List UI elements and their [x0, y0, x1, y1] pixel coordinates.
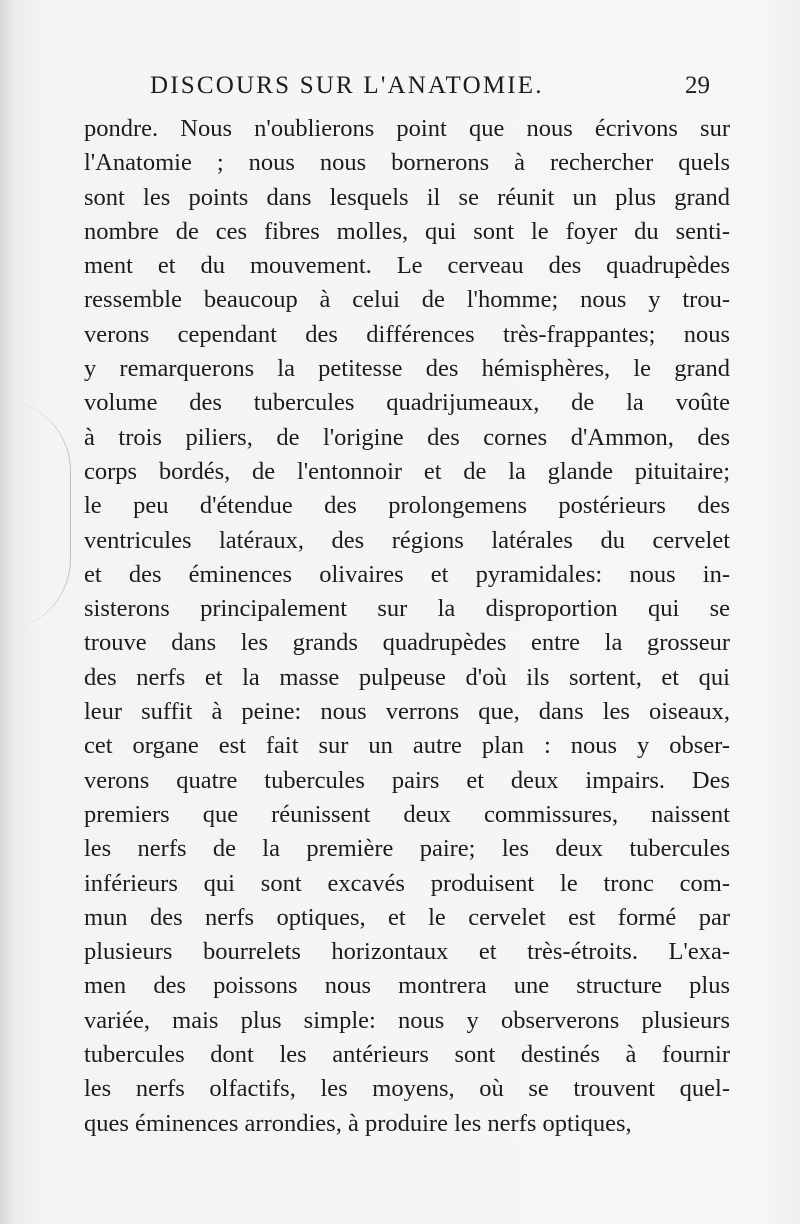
text-line: ment et du mouvement. Le cerveau des quadrupèdes — [84, 252, 730, 280]
text-line: cet organe est fait sur un autre plan : nous y obser- — [84, 732, 730, 760]
text-line: mun des nerfs optiques, et le cervelet est formé par — [84, 903, 730, 931]
text-line: à trois piliers, de l'origine des cornes d'Ammon, des — [84, 423, 730, 451]
text-line: sont les points dans lesquels il se réunit un plus grand — [84, 183, 730, 211]
text-line: premiers que réunissent deux commissures, naissent — [84, 800, 730, 828]
running-head — [150, 72, 710, 112]
text-line: trouve dans les grands quadrupèdes entre la grosseur — [84, 629, 730, 657]
text-line: et des éminences olivaires et pyramidales: nous in- — [84, 560, 730, 588]
text-line: ques éminences arrondies, à produire les nerfs optiques, — [84, 1109, 632, 1137]
text-line: tubercules dont les antérieurs sont destinés à fournir — [84, 1041, 730, 1069]
page-edge-shadow — [0, 400, 71, 630]
text-line: pondre. Nous n'oublierons point que nous écrivons sur — [84, 115, 730, 142]
page-number: 29 — [685, 72, 710, 99]
running-head-title: DISCOURS SUR L'ANATOMIE. — [150, 72, 544, 99]
text-line: les nerfs de la première paire; les deux tubercules — [84, 835, 730, 863]
text-line: leur suffit à peine: nous verrons que, dans les oiseaux, — [84, 698, 730, 726]
text-line: inférieurs qui sont excavés produisent le tronc com- — [84, 869, 730, 897]
text-line: variée, mais plus simple: nous y observerons plusieurs — [84, 1006, 730, 1034]
text-line: l'Anatomie ; nous nous bornerons à rechercher quels — [84, 149, 730, 177]
text-line: nombre de ces fibres molles, qui sont le foyer du senti- — [84, 217, 730, 245]
body-text — [84, 112, 730, 1141]
text-line: le peu d'étendue des prolongemens postérieurs des — [84, 492, 730, 520]
text-line: corps bordés, de l'entonnoir et de la glande pituitaire; — [84, 457, 730, 485]
text-line: les nerfs olfactifs, les moyens, où se trouvent quel- — [84, 1075, 730, 1103]
text-line: volume des tubercules quadrijumeaux, de la voûte — [84, 389, 730, 417]
text-line: verons quatre tubercules pairs et deux impairs. Des — [84, 766, 730, 794]
text-line: men des poissons nous montrera une structure plus — [84, 972, 730, 1000]
text-line: plusieurs bourrelets horizontaux et très-étroits. L'exa- — [84, 938, 730, 966]
text-line: y remarquerons la petitesse des hémisphères, le grand — [84, 355, 730, 383]
text-line: verons cependant des différences très-frappantes; nous — [84, 320, 730, 348]
text-line: ressemble beaucoup à celui de l'homme; nous y trou- — [84, 286, 730, 314]
text-line: ventricules latéraux, des régions latérales du cervelet — [84, 526, 730, 554]
text-line: des nerfs et la masse pulpeuse d'où ils sortent, et qui — [84, 663, 730, 691]
text-line: sisterons principalement sur la disproportion qui se — [84, 595, 730, 623]
